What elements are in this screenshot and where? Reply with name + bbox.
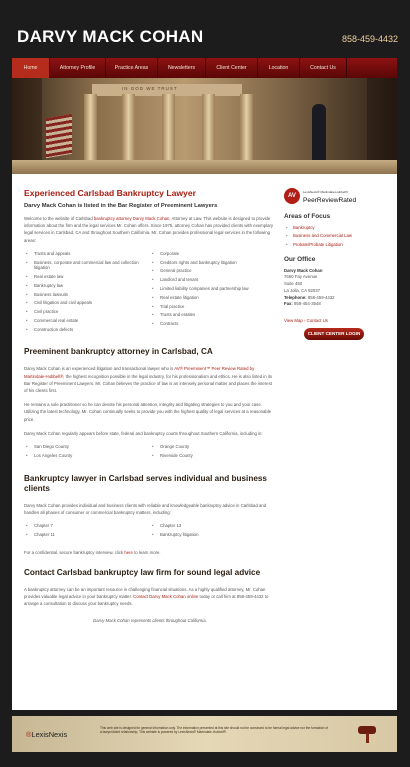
focus-link-probate[interactable]: • Probate/Probate Litigation xyxy=(284,242,389,248)
list-item: • Los Angeles County xyxy=(24,453,150,459)
hero-flag xyxy=(46,114,72,159)
list-item: • Corporate xyxy=(150,251,276,257)
list-item: • Real estate law xyxy=(24,274,150,280)
peer-review-link[interactable]: AV® Preeminent™ Peer Review Rated by Martindale-Hubbell® xyxy=(24,366,255,379)
content-area xyxy=(12,174,397,710)
interview-link[interactable]: here xyxy=(124,549,133,555)
list-item: • Trusts and appeals xyxy=(24,251,150,257)
intro-paragraph xyxy=(24,215,276,244)
nav-home[interactable]: Home xyxy=(12,58,50,78)
chapters-list xyxy=(24,523,276,541)
paragraph-text: For a confidential, secure bankruptcy interview, click xyxy=(24,549,125,555)
main-column xyxy=(24,188,276,632)
practice-areas-left xyxy=(24,251,150,336)
hero-steps xyxy=(12,160,397,174)
paragraph-text: to learn more. xyxy=(132,549,161,555)
practice-areas-right xyxy=(150,251,276,336)
list-item: • Business, corporate and commercial law and collection litigation xyxy=(24,260,150,271)
intro-text: Welcome to the website of Carlsbad xyxy=(24,216,94,221)
focus-link-business[interactable]: • Business and Commercial Law xyxy=(284,233,389,239)
telephone-label: Telephone: xyxy=(284,294,307,300)
nav-location[interactable]: Location xyxy=(258,58,300,78)
header-phone[interactable]: 858-459-4432 xyxy=(341,34,398,44)
chapters-left xyxy=(24,523,150,541)
list-item: • Chapter 7 xyxy=(24,523,150,529)
site-title[interactable]: DARVY MACK COHAN xyxy=(17,27,204,46)
list-item: • General practice xyxy=(150,268,276,274)
footer xyxy=(12,716,397,752)
list-item: • Limited liability companies and partnership law xyxy=(150,286,276,292)
nav-attorney-profile[interactable]: Attorney Profile xyxy=(50,58,106,78)
lexisnexis-mark: ® xyxy=(26,730,32,739)
focus-link-bankruptcy[interactable]: • Bankruptcy xyxy=(284,225,389,231)
intro-link[interactable]: bankruptcy attorney Darvy Mack Cohan xyxy=(93,216,170,221)
office-telephone xyxy=(284,295,389,302)
paragraph-text: A bankruptcy attorney can be an important resource in challenging financial situations. As a highly qualified attorney, Mr. Cohan provides valuable legal advice in your bankruptcy matter. xyxy=(24,586,266,599)
section2-paragraph-3: Darvy Mack Cohan regularly appears before state, federal and bankruptcy courts throughout Southern California, including in: xyxy=(24,430,263,436)
list-item: • Civil litigation and civil appeals xyxy=(24,300,150,306)
sidebar xyxy=(284,188,389,340)
list-item: • Real estate litigation xyxy=(150,295,276,301)
list-item: • Contracts xyxy=(150,321,276,327)
site-header xyxy=(10,22,400,56)
section-heading-individual-business: Bankruptcy lawyer in Carlsbad serves individual and business clients xyxy=(24,473,267,493)
section3-paragraph-1: Darvy Mack Cohan provides individual and business clients with reliable and knowledgeable bankruptcy advice in Carlsbad and handles all phases of consumer or commercial bankruptcy matters, including: xyxy=(24,502,267,515)
hero-engraving: IN GOD WE TRUST xyxy=(122,86,178,91)
office-street: 7660 Fay Avenue xyxy=(284,274,318,280)
nav-practice-areas[interactable]: Practice Areas xyxy=(106,58,158,78)
office-city: La Jolla, CA 92037 xyxy=(284,287,321,293)
list-item: • Trial practice xyxy=(150,304,276,310)
office-name: Darvy Mack Cohan xyxy=(284,267,323,273)
areas-of-focus-heading: Areas of Focus xyxy=(284,213,331,220)
fax-label: Fax: xyxy=(284,301,293,307)
list-item: • Civil practice xyxy=(24,309,150,315)
gavel-handle xyxy=(366,733,369,743)
list-item: • Trusts and estates xyxy=(150,312,276,318)
list-item: • Bankruptcy litigation xyxy=(150,532,276,538)
list-item: • Chapter 11 xyxy=(24,532,150,538)
nav-newsletters[interactable]: Newsletters xyxy=(158,58,206,78)
chapters-right xyxy=(150,523,276,541)
badge-line-1: LexisNexis® Martindale-Hubbell® xyxy=(303,190,348,194)
list-item: • San Diego County xyxy=(24,444,150,450)
list-item: • Commercial real estate xyxy=(24,318,150,324)
list-item: • Riverside County xyxy=(150,453,276,459)
section2-paragraph-1 xyxy=(24,365,276,394)
section4-paragraph-1 xyxy=(24,586,276,608)
list-item: • Creditors rights and bankruptcy litigation xyxy=(150,260,276,266)
peer-review-badge[interactable] xyxy=(284,188,388,204)
page-subtitle: Darvy Mack Cohan is listed in the Bar Register of Preeminent Lawyers xyxy=(24,203,218,209)
section-heading-contact: Contact Carlsbad bankruptcy law firm for sound legal advice xyxy=(24,567,261,577)
list-item: • Orange County xyxy=(150,444,276,450)
list-item: • Business lawsuits xyxy=(24,292,150,298)
list-item: • Construction defects xyxy=(24,327,150,333)
gavel-icon xyxy=(353,726,381,742)
office-suite: Suite 450 xyxy=(284,281,303,287)
paragraph-text: , the highest recognition possible in the legal industry, for his professionalism and ethics. He is also listed in its Bar Register of Preeminent Lawyers. Mr. Cohan believes the practice of law is an intensely personal matter and places the interest of his clients first. xyxy=(24,373,273,394)
intro-text: , Attorney at Law. This website is designed to provide information about the firm and the legal services Mr. Cohan offers. Since 1975, attorney Cohan has provided clients with exemplary legal services in Carlsbad, CA and throughout Southern California. Mr. Cohan provides professional legal services in the following areas: xyxy=(24,216,274,243)
office-fax xyxy=(284,301,389,308)
paragraph-text: today or call him at 858-459-4432 to arrange a consultation to discuss your bankruptcy needs. xyxy=(24,594,269,607)
counties-list xyxy=(24,444,276,462)
list-item: • Landlord and tenant xyxy=(150,277,276,283)
paragraph-text: Darvy Mack Cohan is an experienced litigation and transactional lawyer who is xyxy=(24,366,175,372)
counties-right xyxy=(150,444,276,462)
list-item[interactable]: • Bankruptcy law xyxy=(24,283,150,289)
contact-online-link[interactable]: Contact Darvy Mack Cohan online xyxy=(133,594,199,599)
telephone-number[interactable]: 858-459-4432 xyxy=(307,294,335,300)
badge-line-2: PeerReviewRated xyxy=(303,197,357,204)
nav-client-center[interactable]: Client Center xyxy=(206,58,258,78)
footer-disclaimer: This web site is designed for general information only. The information presented at this site should not be construed to be formal legal advice nor the formation of a lawyer/client relationship. This website is powered by LexisNexis® Martindale-Hubbell®. xyxy=(100,726,328,735)
view-map-link[interactable]: View Map › Contact Us xyxy=(284,318,328,323)
fax-number: 858-454-3548 xyxy=(294,301,321,307)
section3-paragraph-2 xyxy=(24,549,276,556)
hero-figure xyxy=(312,104,326,162)
av-rating-icon: AV xyxy=(284,188,300,204)
our-office-heading: Our Office xyxy=(284,255,316,263)
section-heading-preeminent: Preeminent bankruptcy attorney in Carlsbad, CA xyxy=(24,347,213,357)
nav-contact-us[interactable]: Contact Us xyxy=(300,58,347,78)
lexisnexis-logo[interactable] xyxy=(26,730,67,739)
section2-paragraph-2: He remains a sole practitioner so he can devote his personal attention, integrity and litigating strategies to you and your case. Utilizing the latest technology, Mr. Cohan continually seeks to provide you with the highest quality of legal services at a reasonable price. xyxy=(24,402,272,422)
page-title: Experienced Carlsbad Bankruptcy Lawyer xyxy=(24,188,196,198)
counties-left xyxy=(24,444,150,462)
tagline: Darvy Mack Cohan represents clients throughout California. xyxy=(93,618,207,624)
office-address xyxy=(284,268,389,308)
lexisnexis-text: LexisNexis xyxy=(31,730,68,739)
hero-image xyxy=(12,78,397,174)
client-center-login-button[interactable]: CLIENT CENTER LOGIN xyxy=(304,328,364,340)
list-item: • Chapter 13 xyxy=(150,523,276,529)
areas-of-focus-list xyxy=(284,225,389,248)
main-nav xyxy=(12,58,397,78)
practice-areas-list xyxy=(24,251,276,336)
